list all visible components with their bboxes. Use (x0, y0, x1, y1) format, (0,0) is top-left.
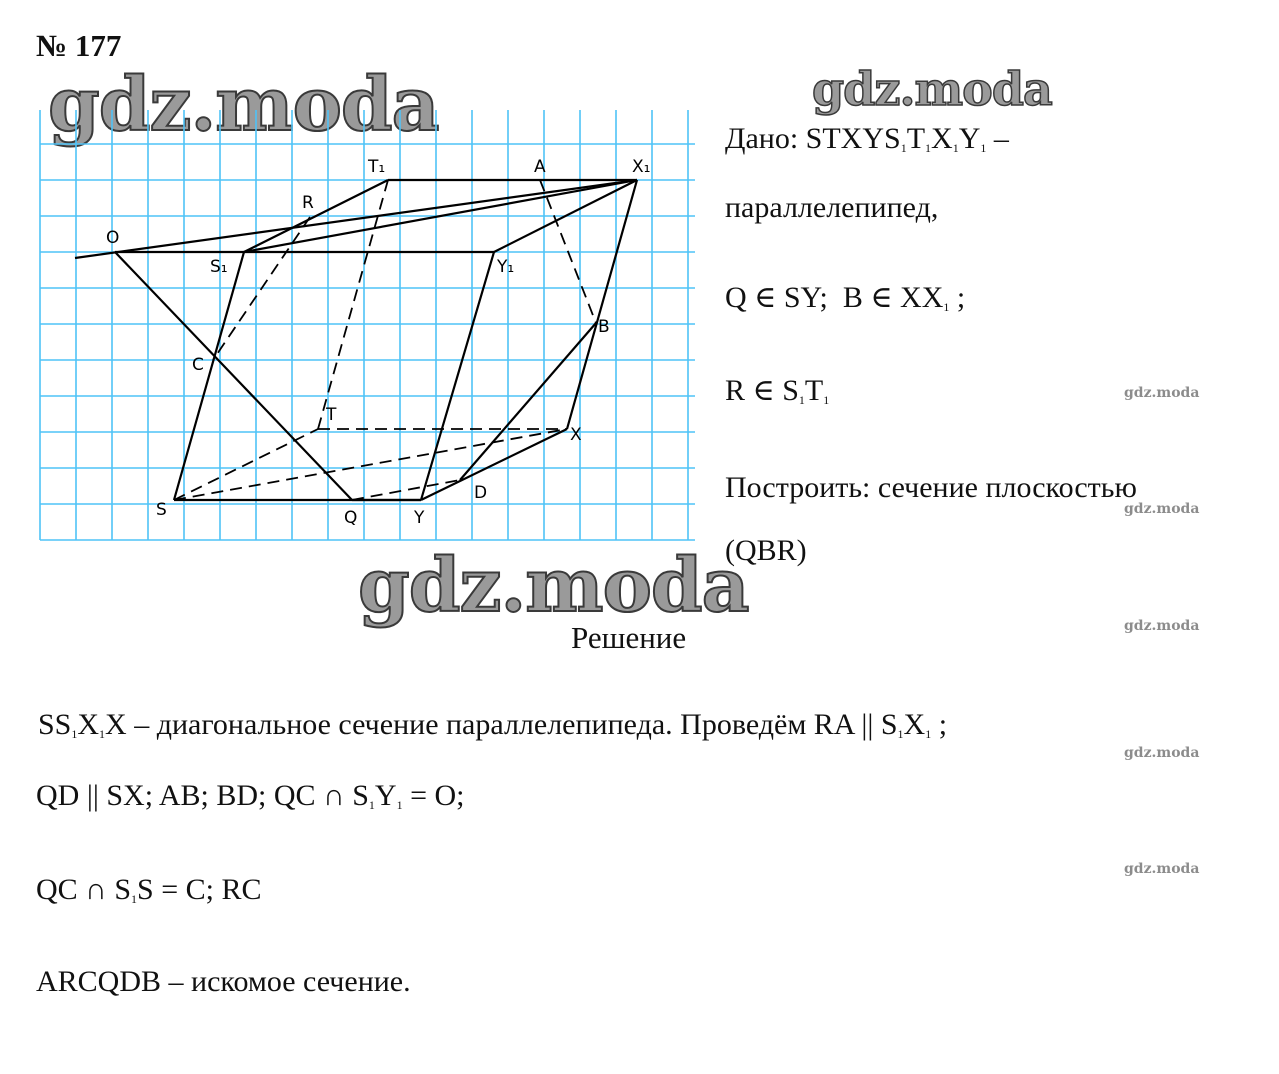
label-Y1: Y₁ (497, 257, 515, 277)
solution-line-2: QD || SX; AB; BD; QC ∩ $S_1Y_1 = O$; (36, 779, 465, 812)
dash: – (993, 122, 1009, 155)
label-O: O (106, 228, 120, 248)
label-C: C (192, 355, 204, 375)
given-line-1 (725, 124, 1009, 154)
watermark-small: gdz.moda (1124, 745, 1200, 761)
construct-task: Построить: сечение плоскостью (725, 471, 1137, 504)
solid-edges (75, 180, 637, 500)
label-B: B (598, 317, 610, 337)
watermark-small: gdz.moda (1124, 385, 1200, 401)
solution-line-1: $SS_1X_1X$ – диагональное сечение параллелепипеда. Проведём RA || $S_1X_1$ ; (38, 708, 948, 741)
figure-labels (106, 157, 650, 528)
label-Q: Q (344, 508, 358, 528)
label-S1: S₁ (210, 257, 228, 277)
given-line-3: Q ∈ SY; B ∈ $XX_1$ ; (725, 281, 966, 314)
figure-name: $STXYS_1T_1X_1Y_1$ (805, 122, 987, 155)
watermark-logo: gdz.moda (358, 543, 749, 629)
label-R: R (302, 193, 314, 213)
watermark-small: gdz.moda (1124, 501, 1200, 517)
label-T1: T₁ (368, 157, 386, 177)
given-line-4: R ∈ $S_1T_1$ (725, 374, 830, 407)
edge-X-X1 (567, 180, 637, 429)
watermark-logo: gdz.moda (812, 62, 1052, 116)
watermark-small: gdz.moda (1124, 618, 1200, 634)
parallelepiped-figure (0, 0, 720, 560)
solution-line-4: ARCQDB – искомое сечение. (36, 965, 411, 998)
watermark-logo: gdz.moda (48, 62, 439, 148)
problem-number: № 177 (36, 28, 122, 63)
solution-heading: Решение (571, 620, 687, 655)
label-X1: X₁ (632, 157, 651, 177)
label-D: D (474, 483, 488, 503)
label-A: A (534, 157, 546, 177)
given-line-2: параллелепипед, (725, 191, 939, 224)
line-O-X1 (75, 180, 637, 258)
watermark-small: gdz.moda (1124, 861, 1200, 877)
label-Y: Y (414, 508, 425, 528)
given-label: Дано: (725, 122, 799, 155)
construct-plane: (QBR) (725, 534, 807, 567)
hidden-edges (174, 180, 596, 500)
label-T: T (326, 405, 337, 425)
edge-Y-Y1 (421, 252, 494, 500)
solution-line-3: QC ∩ $S_1S = C$; RC (36, 873, 262, 906)
edge-S-T (174, 429, 318, 500)
label-X: X (570, 425, 582, 445)
label-S: S (156, 500, 167, 520)
